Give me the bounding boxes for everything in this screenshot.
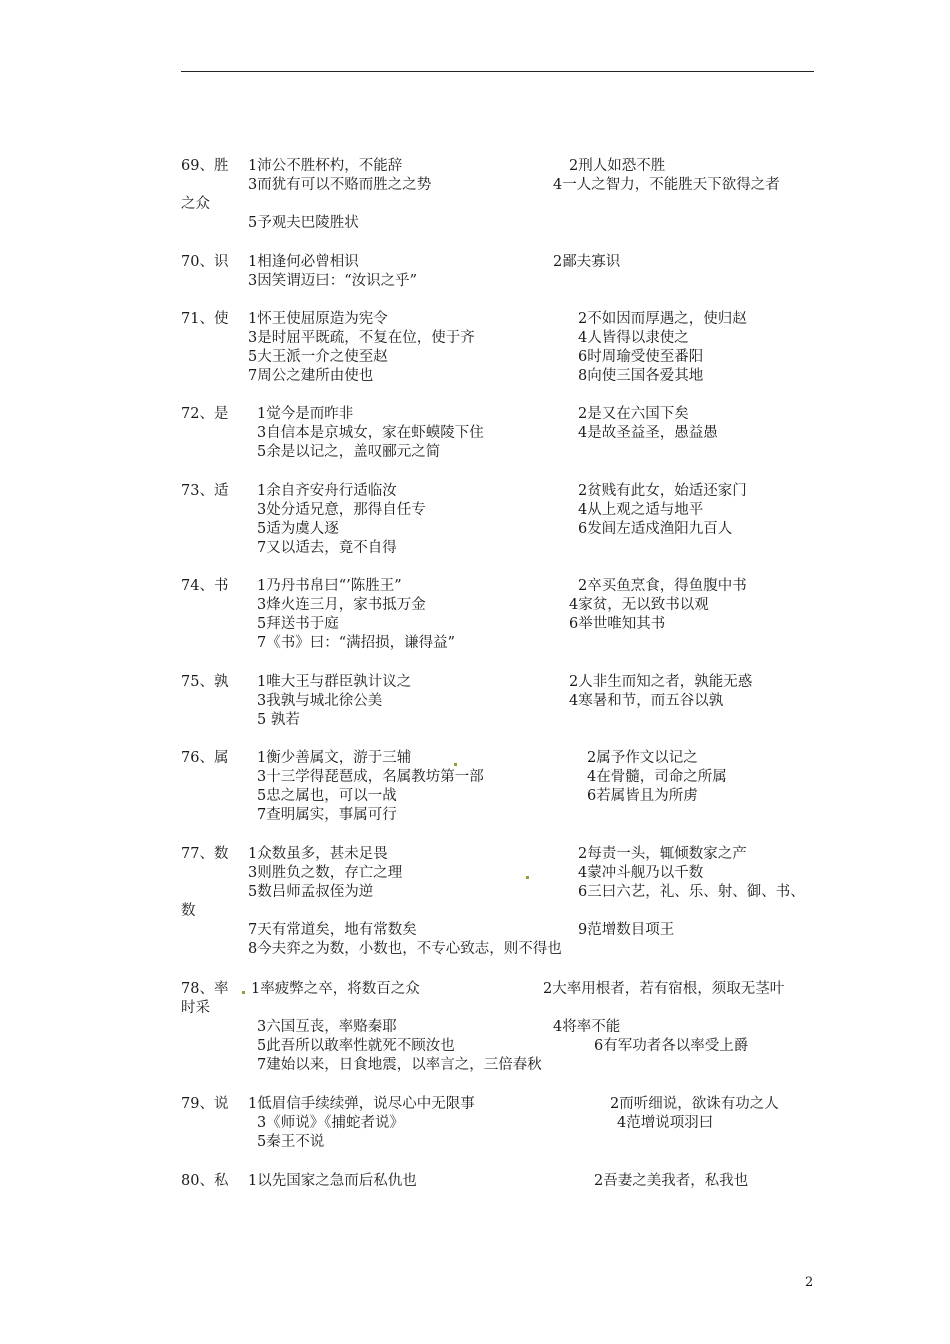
example-text: 3《师说》《捕蛇者说》 xyxy=(257,1115,404,1131)
example-text: 3是时屈平既疏，不复在位，使于齐 xyxy=(248,330,475,346)
example-text: 4范增说项羽曰 xyxy=(617,1115,714,1131)
example-text: 2吾妻之美我者，私我也 xyxy=(594,1173,749,1189)
example-text: 2是又在六国下矣 xyxy=(578,406,689,422)
example-text: 时采 xyxy=(181,1000,210,1016)
example-text: 之众 xyxy=(181,196,210,212)
entry-head: 71、使 xyxy=(181,311,229,327)
example-text: 7《书》曰：“满招损，谦得益” xyxy=(257,635,456,651)
example-text: 2而听细说，欲诛有功之人 xyxy=(610,1096,779,1112)
example-text: 1率疲弊之卒，将数百之众 xyxy=(251,981,420,997)
example-text: 3烽火连三月，家书抵万金 xyxy=(257,597,426,613)
example-text: 2属予作文以记之 xyxy=(587,750,698,766)
example-text: 4寒暑和节，而五谷以孰 xyxy=(569,693,724,709)
example-text: 2每责一头，辄倾数家之产 xyxy=(578,846,747,862)
example-text: 5秦王不说 xyxy=(257,1134,325,1150)
example-text: 5拜送书于庭 xyxy=(257,616,339,632)
entry-head: 78、率 xyxy=(181,981,229,997)
example-text: 1低眉信手续续弹，说尽心中无限事 xyxy=(248,1096,475,1112)
example-text: 7周公之建所由使也 xyxy=(248,368,374,384)
speck-mark xyxy=(242,991,245,994)
example-text: 6时周瑜受使至番阳 xyxy=(578,349,704,365)
example-text: 6三曰六艺，礼、乐、射、御、书、 xyxy=(578,884,805,900)
entry-head: 76、属 xyxy=(181,750,229,766)
example-text: 5忠之属也，可以一战 xyxy=(257,788,397,804)
example-text: 2大率用根者，若有宿根，须取无茎叶 xyxy=(543,981,785,997)
speck-mark xyxy=(526,876,529,879)
example-text: 6若属皆且为所虏 xyxy=(587,788,698,804)
entry-head: 72、是 xyxy=(181,406,229,422)
page-number: 2 xyxy=(805,1275,814,1290)
entry-head: 73、适 xyxy=(181,483,229,499)
example-text: 2人非生而知之者，孰能无惑 xyxy=(569,674,753,690)
example-text: 6发闾左适戍渔阳九百人 xyxy=(578,521,733,537)
example-text: 5适为虞人逐 xyxy=(257,521,339,537)
example-text: 7天有常道矣，地有常数矣 xyxy=(248,922,417,938)
example-text: 9范增数目项王 xyxy=(578,922,675,938)
example-text: 6有军功者各以率受上爵 xyxy=(594,1038,749,1054)
example-text: 5 孰若 xyxy=(257,712,300,728)
header-rule xyxy=(181,71,814,72)
example-text: 4是故圣益圣，愚益愚 xyxy=(578,425,718,441)
example-text: 7又以适去，竟不自得 xyxy=(257,540,397,556)
example-text: 数 xyxy=(181,903,196,919)
example-text: 5此吾所以敢率性就死不顾汝也 xyxy=(257,1038,455,1054)
entry-head: 70、识 xyxy=(181,254,229,270)
example-text: 4家贫，无以致书以观 xyxy=(569,597,709,613)
example-text: 4将率不能 xyxy=(553,1019,621,1035)
example-text: 3则胜负之数，存亡之理 xyxy=(248,865,403,881)
example-text: 3六国互丧，率赂秦耶 xyxy=(257,1019,397,1035)
example-text: 3十三学得琵琶成，名属教坊第一部 xyxy=(257,769,484,785)
example-text: 2贫贱有此女，始适还家门 xyxy=(578,483,747,499)
example-text: 8今夫弈之为数，小数也，不专心致志，则不得也 xyxy=(248,941,562,957)
example-text: 4蒙冲斗舰乃以千数 xyxy=(578,865,704,881)
example-text: 7建始以来，日食地震，以率言之，三倍春秋 xyxy=(257,1057,542,1073)
example-text: 1众数虽多，甚未足畏 xyxy=(248,846,388,862)
example-text: 4人皆得以隶使之 xyxy=(578,330,689,346)
speck-mark xyxy=(454,763,457,766)
example-text: 5大王派一介之使至赵 xyxy=(248,349,388,365)
example-text: 1怀王使屈原造为宪令 xyxy=(248,311,388,327)
example-text: 5余是以记之，盖叹郦元之简 xyxy=(257,444,441,460)
example-text: 6举世唯知其书 xyxy=(569,616,666,632)
example-text: 7查明属实，事属可行 xyxy=(257,807,397,823)
example-text: 1以先国家之急而后私仇也 xyxy=(248,1173,417,1189)
example-text: 3而犹有可以不赂而胜之之势 xyxy=(248,177,432,193)
example-text: 1乃丹书帛曰“’陈胜王” xyxy=(257,578,402,594)
entry-head: 77、数 xyxy=(181,846,229,862)
example-text: 1觉今是而昨非 xyxy=(257,406,354,422)
entry-head: 79、说 xyxy=(181,1096,229,1112)
example-text: 3因笑谓迈曰：“汝识之乎” xyxy=(248,273,418,289)
entry-head: 80、私 xyxy=(181,1173,229,1189)
example-text: 8向使三国各爱其地 xyxy=(578,368,704,384)
example-text: 4一人之智力，不能胜天下欲得之者 xyxy=(553,177,780,193)
example-text: 2鄙夫寡识 xyxy=(553,254,621,270)
example-text: 5予观夫巴陵胜状 xyxy=(248,215,359,231)
example-text: 1唯大王与群臣孰计议之 xyxy=(257,674,412,690)
example-text: 3我孰与城北徐公美 xyxy=(257,693,383,709)
example-text: 1衡少善属文，游于三辅 xyxy=(257,750,412,766)
entry-head: 75、孰 xyxy=(181,674,229,690)
example-text: 1余自齐安舟行适临汝 xyxy=(257,483,397,499)
example-text: 2刑人如恐不胜 xyxy=(569,158,666,174)
example-text: 3处分适兄意，那得自任专 xyxy=(257,502,426,518)
example-text: 1相逢何必曾相识 xyxy=(248,254,359,270)
example-text: 4从上观之适与地平 xyxy=(578,502,704,518)
example-text: 4在骨髓，司命之所属 xyxy=(587,769,727,785)
entry-head: 74、书 xyxy=(181,578,229,594)
example-text: 5数吕师孟叔侄为逆 xyxy=(248,884,374,900)
example-text: 2卒买鱼烹食，得鱼腹中书 xyxy=(578,578,747,594)
example-text: 2不如因而厚遇之，使归赵 xyxy=(578,311,747,327)
entry-head: 69、胜 xyxy=(181,158,229,174)
example-text: 1沛公不胜杯杓，不能辞 xyxy=(248,158,403,174)
example-text: 3自信本是京城女，家在虾蟆陵下住 xyxy=(257,425,484,441)
